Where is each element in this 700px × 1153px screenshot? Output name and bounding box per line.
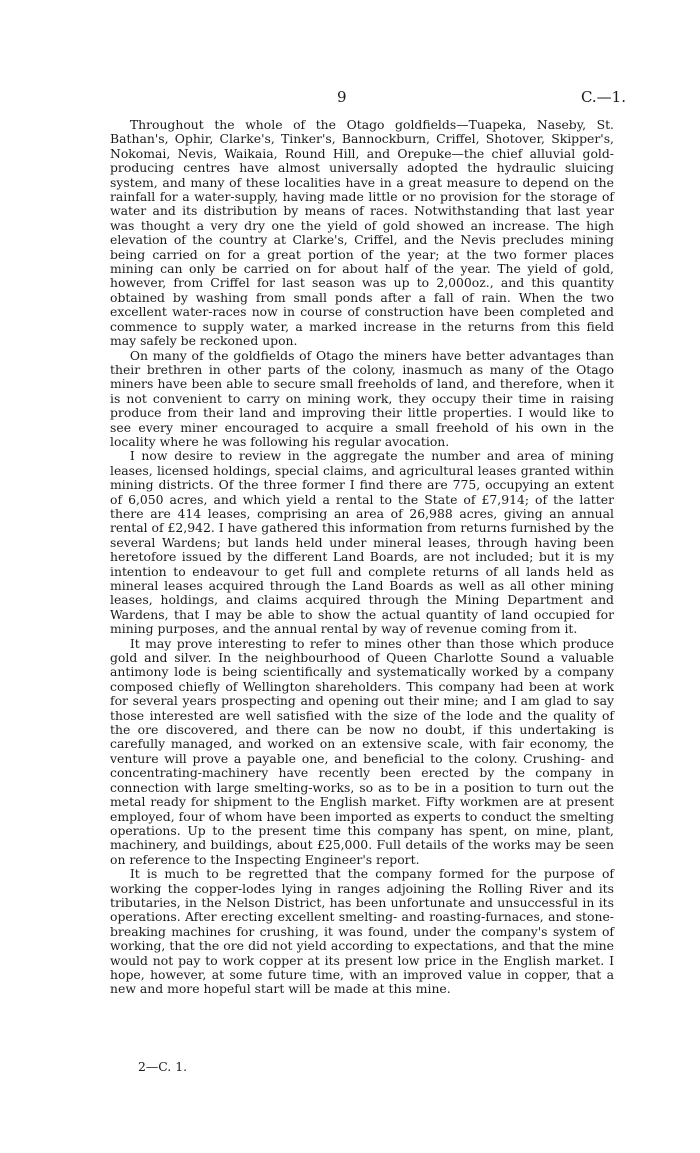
paragraph-otago-goldfields: Throughout the whole of the Otago goldfields—Tuapeka, Naseby, St. Bathan's, Ophir, Clarke's, Tinker's, Bannockburn, Criffel, Shotover, Skipper's, Nokomai, Nevis, Waikaia, Round Hill, and Orepuke—the chief alluvial gold-producing centres have almost universally adopted the hydraulic sluicing system, and many of these localities have in a great measure to depend on the rainfall for a water-supply, having made little or no provision for the storage of water and its distribution by means of races. Notwithstanding that last year was thought a very dry one the yield of gold showed an increase. The high elevation of the country at Clarke's, Criffel, and the Nevis precludes mining being carried on for a great portion of the year; at the two former places mining can only be carried on for about half of the year. The yield of gold, however, from Criffel for last season was up to 2,000oz., and this quantity obtained by washing from small ponds after a fall of rain. When the two excellent water-races now in course of construction have been completed and commence to supply water, a marked increase in the returns from this field may safely be reckoned upon. [110, 117, 614, 349]
paragraph-miners-freeholds: On many of the goldfields of Otago the miners have better advantages than their brethren in other parts of the colony, inasmuch as many of the Otago miners have been able to secure small freeholds of land, and therefore, when it is not convenient to carry on mining work, they occupy their time in raising produce from their land and improving their little properties. I would like to see every miner encouraged to acquire a small freehold of his own in the locality where he was following his regular avocation. [110, 347, 614, 449]
page-number: 9 [337, 88, 347, 106]
series-reference: C.—1. [580, 88, 626, 106]
paragraph-mining-leases-review: I now desire to review in the aggregate the number and area of mining leases, licensed holdings, special claims, and agricultural leases granted within mining districts. Of the three former I find there are 775, occupying an extent of 6,050 acres, and which yield a rental to the State of £7,914; of the latter there are 414 leases, comprising an area of 26,988 acres, giving an annual rental of £2,942. I have gathered this information from returns furnished by the several Wardens; but lands held under mineral leases, through having been heretofore issued by the different Land Boards, are not included; but it is my intention to endeavour to get full and complete returns of all lands held as mineral leases acquired through the Land Boards as well as all other mining leases, holdings, and claims acquired through the Mining Department and Wardens, that I may be able to show the actual quantity of land occupied for mining purposes, and the annual rental by way of revenue coming from it. [110, 448, 614, 637]
paragraph-copper-lodes: It is much to be regretted that the company formed for the purpose of working the copper-lodes lying in ranges adjoining the Rolling River and its tributaries, in the Nelson District, has been unfortunate and unsuccessful in its operations. After erecting excellent smelting- and roasting-furnaces, and stone-breaking machines for crushing, it was found, under the company's system of working, that the ore did not yield according to expectations, and that the mine would not pay to work copper at its present low price in the English market. I hope, however, at some future time, with an improved value in copper, that a new and more hopeful start will be made at this mine. [110, 866, 614, 997]
signature-mark: 2—C. 1. [138, 1059, 188, 1074]
body-text [110, 118, 614, 997]
page-header [0, 88, 700, 108]
paragraph-antimony-mine: It may prove interesting to refer to mines other than those which produce gold and silver. In the neighbourhood of Queen Charlotte Sound a valuable antimony lode is being scientifically and systematically worked by a company composed chiefly of Wellington shareholders. This company had been at work for several years prospecting and opening out their mine; and I am glad to say those interested are well satisfied with the size of the lode and the quality of the ore discovered, and there can be now no doubt, if this undertaking is carefully managed, and worked on an extensive scale, with fair economy, the venture will prove a payable one, and beneficial to the colony. Crushing- and concentrating-machinery have recently been erected by the company in connection with large smelting-works, so as to be in a position to turn out the metal ready for shipment to the English market. Fifty workmen are at present employed, four of whom have been imported as experts to conduct the smelting operations. Up to the present time this company has spent, on mine, plant, machinery, and buildings, about £25,000. Full details of the works may be seen on reference to the Inspecting Engineer's report. [110, 635, 614, 867]
